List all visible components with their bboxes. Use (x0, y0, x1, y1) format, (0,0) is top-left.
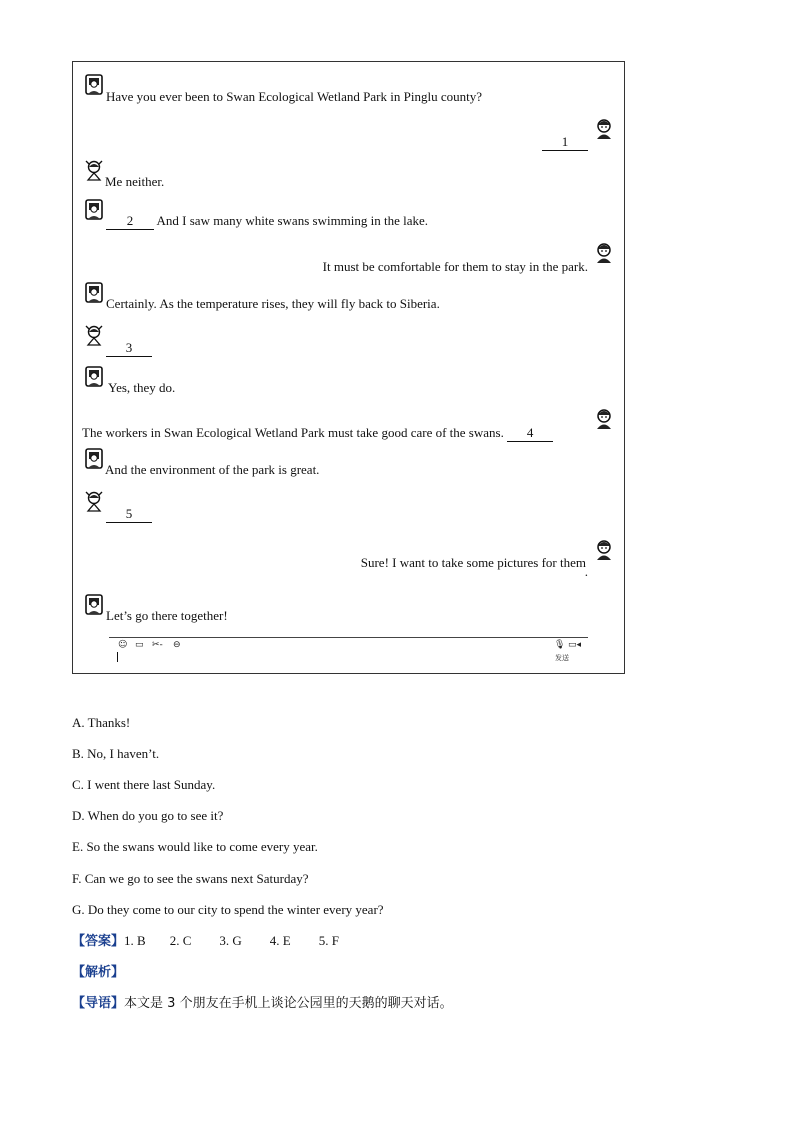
blank-2-number: 2 (106, 213, 154, 230)
option-f: F. Can we go to see the swans next Saturday? (72, 871, 309, 886)
folder-icon[interactable]: ▭ (135, 640, 144, 650)
analysis-label: 解析 (85, 965, 112, 980)
answer-1: 1. B (124, 933, 146, 948)
blank-1-number: 1 (542, 134, 588, 151)
option-a: A. Thanks! (72, 715, 131, 730)
message-4-text: And I saw many white swans swimming in the lake. (154, 213, 429, 228)
blank-1 (542, 134, 588, 151)
answer-label: 答案 (85, 934, 112, 949)
intro-label: 导语 (85, 996, 112, 1011)
option-e: E. So the swans would like to come every year. (72, 839, 318, 854)
message-4 (106, 213, 428, 230)
emoji-icon[interactable]: ☺ (118, 640, 128, 650)
avatar-a-icon (84, 199, 104, 221)
message-3: Me neither. (105, 174, 165, 189)
answer-bracket-close: 】 (111, 934, 125, 949)
answer-4: 4. E (269, 933, 291, 948)
avatar-b-icon (594, 539, 614, 561)
scissors-icon[interactable]: ✂- (152, 640, 163, 650)
answer-line (72, 933, 339, 950)
option-c: C. I went there last Sunday. (72, 777, 216, 792)
avatar-c-icon (84, 490, 104, 512)
intro-line: 【导语】本文是 3 个朋友在手机上谈论公园里的天鹅的聊天对话。 (72, 996, 453, 1011)
message-12: Sure! I want to take some pictures for them (360, 555, 586, 570)
message-8: Yes, they do. (108, 380, 176, 395)
microphone-icon[interactable]: 🎙 (554, 640, 566, 650)
avatar-a-icon (84, 74, 104, 96)
text-cursor[interactable] (117, 652, 118, 662)
input-bar-divider (109, 637, 588, 638)
answer-2: 2. C (169, 933, 192, 948)
message-9-text: The workers in Swan Ecological Wetland Park must take good care of the swans. (82, 425, 504, 440)
avatar-b-icon (594, 242, 614, 264)
message-5: It must be comfortable for them to stay in the park. (322, 259, 588, 274)
blank-5-number: 5 (106, 506, 152, 523)
avatar-c-icon (84, 324, 104, 346)
message-13: Let’s go there together! (106, 608, 228, 623)
chat-screenshot-frame (72, 61, 625, 674)
analysis-heading: 【解析】 (72, 965, 125, 980)
intro-text: 本文是 3 个朋友在手机上谈论公园里的天鹅的聊天对话。 (124, 996, 453, 1011)
message-9 (82, 425, 553, 442)
avatar-a-icon (84, 366, 104, 388)
send-button[interactable]: 发送 (555, 654, 569, 662)
avatar-a-icon (84, 282, 104, 304)
answer-bracket-open: 【 (72, 934, 86, 949)
option-b: B. No, I haven’t. (72, 746, 160, 761)
message-6: Certainly. As the temperature rises, they will fly back to Siberia. (106, 296, 440, 311)
video-icon[interactable]: ▭◂ (568, 640, 582, 650)
avatar-c-icon (84, 159, 104, 181)
avatar-a-icon (84, 448, 104, 470)
avatar-b-icon (594, 118, 614, 140)
answer-3: 3. G (219, 933, 242, 948)
blank-5 (106, 506, 152, 523)
message-12-period: . (584, 564, 588, 579)
blank-4-number: 4 (507, 425, 553, 442)
avatar-a-icon (84, 594, 104, 616)
option-d: D. When do you go to see it? (72, 808, 224, 823)
answer-5: 5. F (318, 933, 339, 948)
blank-3-number: 3 (106, 340, 152, 357)
option-g: G. Do they come to our city to spend the winter every year? (72, 902, 384, 917)
message-10: And the environment of the park is great. (105, 462, 320, 477)
avatar-b-icon (594, 408, 614, 430)
more-icon[interactable]: ⊖ (173, 640, 181, 650)
blank-3 (106, 340, 152, 357)
message-1: Have you ever been to Swan Ecological Wetland Park in Pinglu county? (106, 89, 482, 104)
